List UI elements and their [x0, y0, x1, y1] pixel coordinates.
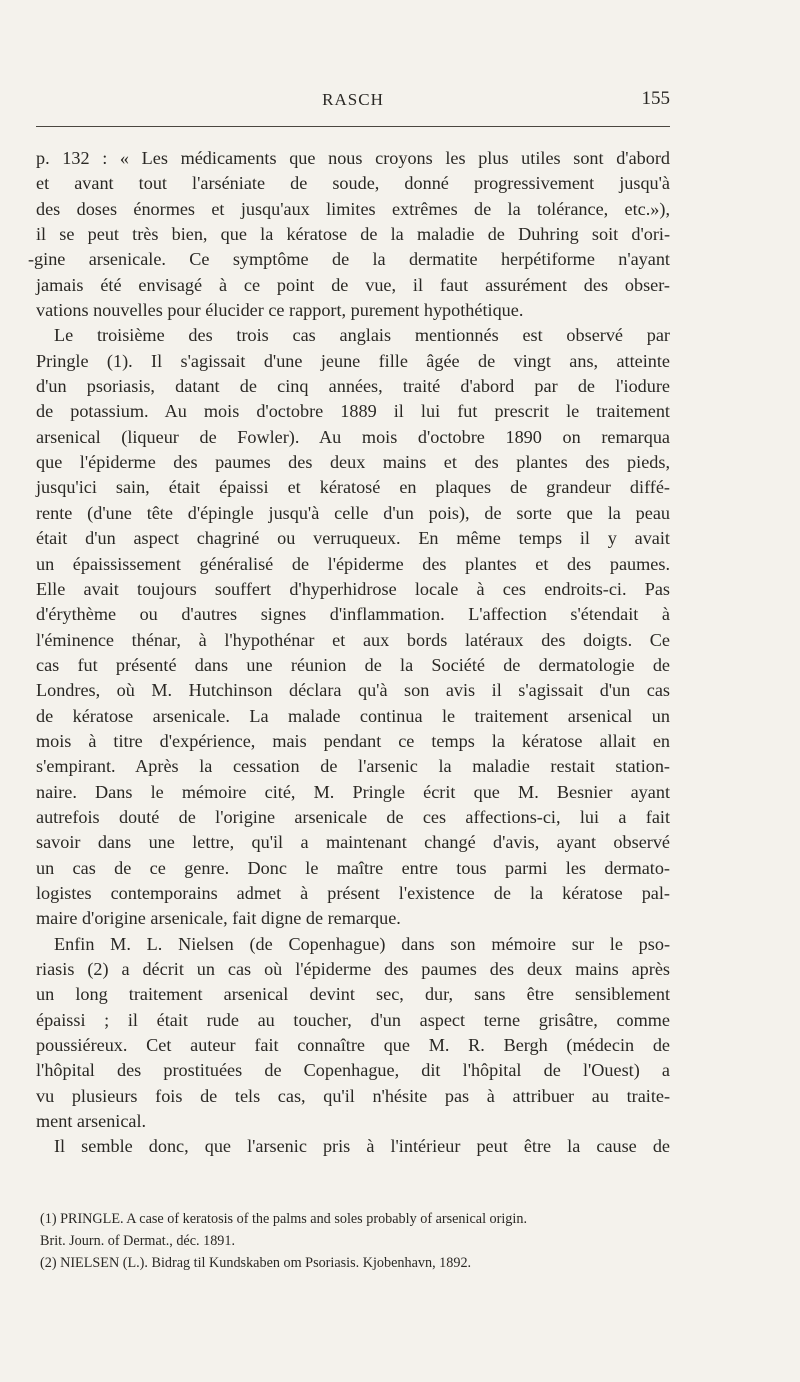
text-line: épaissi ; il était rude au toucher, d'un aspect terne grisâtre, comme: [36, 1009, 670, 1030]
text-line: un épaississement généralisé de l'épiderme des plantes et des paumes.: [36, 553, 670, 574]
text-line: autrefois douté de l'origine arsenicale de ces affections-ci, lui a fait: [36, 806, 670, 827]
text-line: l'hôpital des prostituées de Copenhague, dit l'hôpital de l'Ouest) a: [36, 1060, 670, 1081]
text-line: rente (d'une tête d'épingle jusqu'à celle d'un pois), de sorte que la peau: [36, 502, 670, 523]
body-text: [28, 146, 670, 1160]
text-line: de kératose arsenicale. La malade continua le traitement arsenical un: [36, 705, 670, 726]
text-line: arsenical (liqueur de Fowler). Au mois d'octobre 1890 on remarqua: [36, 426, 670, 447]
text-line: riasis (2) a décrit un cas où l'épiderme des paumes des deux mains après: [36, 959, 670, 979]
text-line: et avant tout l'arséniate de soude, donné progressivement jusqu'à: [36, 173, 670, 194]
text-line: Pringle (1). Il s'agissait d'une jeune fille âgée de vingt ans, atteinte: [36, 350, 670, 371]
footnote: (1) PRINGLE. A case of keratosis of the palms and soles probably of arsenical origin.: [40, 1211, 527, 1227]
text-line: naire. Dans le mémoire cité, M. Pringle écrit que M. Besnier ayant: [36, 781, 670, 802]
text-line: ment arsenical.: [36, 1111, 147, 1132]
text-line: que l'épiderme des paumes des deux mains et des plantes des pieds,: [36, 452, 670, 473]
text-line: un long traitement arsenical devint sec, dur, sans être sensiblement: [36, 984, 670, 1005]
text-line: de potassium. Au mois d'octobre 1889 il lui fut prescrit le traitement: [36, 401, 670, 422]
text-line: vations nouvelles pour élucider ce rapport, purement hypothétique.: [36, 300, 524, 321]
header-rule: [36, 126, 670, 127]
text-line: p. 132 : « Les médicaments que nous croyons les plus utiles sont d'abord: [36, 148, 670, 168]
text-line: était d'un aspect chagriné ou verruqueux. En même temps il y avait: [36, 528, 670, 549]
text-line: jamais été envisagé à ce point de vue, il faut assurément des obser-: [36, 274, 670, 295]
text-line: d'un psoriasis, datant de cinq années, traité d'abord par de l'iodure: [36, 376, 670, 397]
text-line: s'empirant. Après la cessation de l'arsenic la maladie restait station-: [36, 756, 670, 777]
text-line: logistes contemporains admet à présent l'existence de la kératose pal-: [36, 882, 670, 903]
text-line: Le troisième des trois cas anglais mentionnés est observé par: [54, 325, 670, 346]
footnote: Brit. Journ. of Dermat., déc. 1891.: [40, 1233, 236, 1249]
page-header: [36, 88, 670, 112]
footnotes: [36, 1208, 670, 1274]
text-line: poussiéreux. Cet auteur fait connaître que M. R. Bergh (médecin de: [36, 1035, 670, 1056]
text-line: maire d'origine arsenicale, fait digne de remarque.: [36, 908, 401, 929]
text-line: un cas de ce genre. Donc le maître entre tous parmi les dermato-: [36, 857, 670, 878]
text-line: cas fut présenté dans une réunion de la Société de dermatologie de: [36, 654, 670, 675]
book-page: [28, 0, 670, 1382]
text-line: -gine arsenicale. Ce symptôme de la dermatite herpétiforme n'ayant: [28, 249, 670, 270]
text-line: vu plusieurs fois de tels cas, qu'il n'hésite pas à attribuer au traite-: [36, 1085, 670, 1106]
text-line: jusqu'ici sain, était épaissi et kératosé en plaques de grandeur diffé-: [36, 477, 670, 498]
text-line: des doses énormes et jusqu'aux limites extrêmes de la tolérance, etc.»),: [36, 198, 670, 219]
text-line: Londres, où M. Hutchinson déclara qu'à son avis il s'agissait d'un cas: [36, 680, 670, 701]
running-title: RASCH: [322, 90, 384, 109]
text-line: Elle avait toujours souffert d'hyperhidrose locale à ces endroits-ci. Pas: [36, 578, 670, 599]
page-number: 155: [641, 88, 670, 109]
text-line: savoir dans une lettre, qu'il a maintenant changé d'avis, ayant observé: [36, 832, 670, 853]
text-line: l'éminence thénar, à l'hypothénar et aux bords latéraux des doigts. Ce: [36, 629, 670, 650]
footnote: (2) NIELSEN (L.). Bidrag til Kundskaben om Psoriasis. Kjobenhavn, 1892.: [40, 1255, 472, 1271]
text-line: mois à titre d'expérience, mais pendant ce temps la kératose allait en: [36, 730, 670, 751]
text-line: Enfin M. L. Nielsen (de Copenhague) dans son mémoire sur le pso-: [54, 933, 670, 954]
text-line: d'érythème ou d'autres signes d'inflammation. L'affection s'étendait à: [36, 604, 670, 625]
text-line: il se peut très bien, que la kératose de la maladie de Duhring soit d'ori-: [36, 224, 670, 245]
text-line: Il semble donc, que l'arsenic pris à l'intérieur peut être la cause de: [54, 1136, 670, 1157]
